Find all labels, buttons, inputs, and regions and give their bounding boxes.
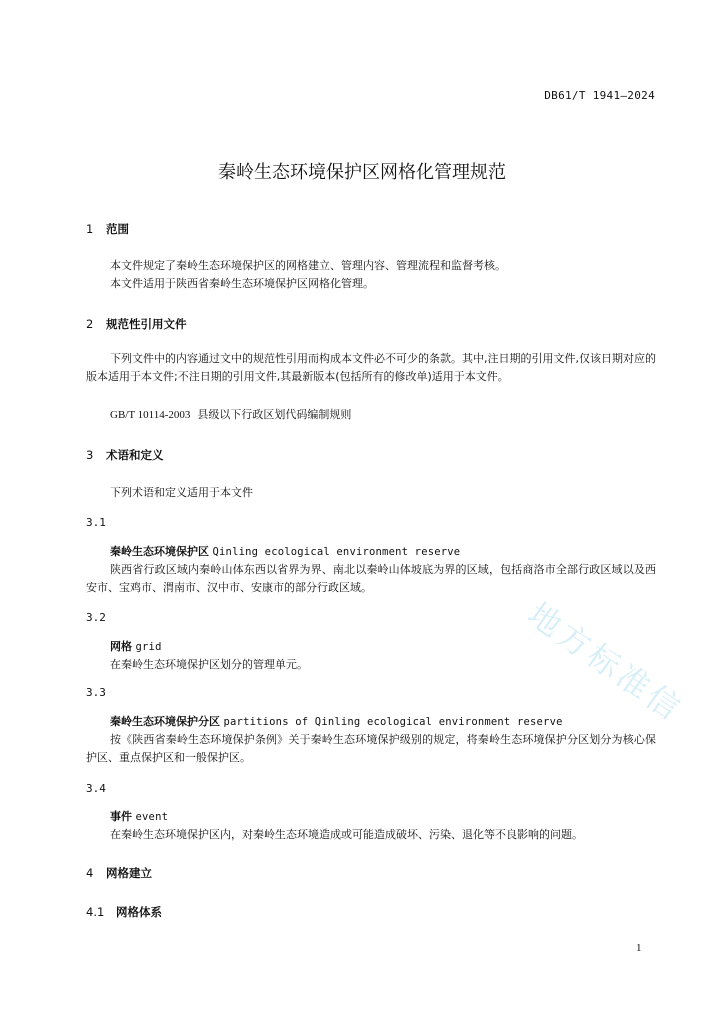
section-3-heading [86, 447, 164, 463]
reference-code: GB/T 10114-2003 [110, 409, 191, 421]
term-number: 3.2 [86, 611, 106, 624]
watermark: 地方标准信 [520, 594, 691, 730]
term-heading [110, 638, 162, 654]
section-1-heading [86, 221, 129, 237]
section-2-heading [86, 316, 187, 332]
standard-code: DB61/T 1941—2024 [544, 89, 655, 102]
term-chinese: 秦岭生态环境保护区 [110, 545, 209, 558]
term-heading [110, 713, 563, 729]
term-number: 3.1 [86, 516, 106, 529]
section-title: 网格建立 [106, 866, 152, 880]
term-definition: 陕西省行政区域内秦岭山体东西以省界为界、南北以秦岭山体坡底为界的区域，包括商洛市全部行政区域以及西安市、宝鸡市、渭南市、汉中市、安康市的部分行政区域。 [86, 563, 656, 594]
section-title: 术语和定义 [106, 448, 164, 462]
section-number: 4 [86, 866, 94, 880]
section-title: 范围 [106, 222, 129, 236]
term-heading [110, 808, 168, 824]
section-4-heading [86, 865, 152, 881]
term-number: 3.4 [86, 782, 106, 795]
term-number: 3.3 [86, 686, 106, 699]
paragraph: 本文件适用于陕西省秦岭生态环境保护区网格化管理。 [110, 277, 374, 290]
term-definition: 在秦岭生态环境保护区内，对秦岭生态环境造成或可能造成破坏、污染、退化等不良影响的问题。 [110, 828, 583, 841]
term-english: Qinling ecological environment reserve [212, 546, 461, 558]
term-heading [110, 543, 460, 559]
term-definition: 按《陕西省秦岭生态环境保护条例》关于秦岭生态环境保护级别的规定，将秦岭生态环境保护分区划分为核心保护区、重点保护区和一般保护区。 [86, 733, 656, 764]
document-title: 秦岭生态环境保护区网格化管理规范 [218, 162, 506, 183]
term-chinese: 网格 [110, 640, 132, 653]
term-english: event [135, 811, 169, 823]
page-number: 1 [636, 942, 642, 954]
subsection-number: 4.1 [86, 905, 105, 919]
normative-reference [110, 407, 351, 423]
paragraph: 本文件规定了秦岭生态环境保护区的网格建立、管理内容、管理流程和监督考核。 [110, 259, 506, 272]
term-english: partitions of Qinling ecological environment reserve [223, 716, 563, 728]
term-chinese: 秦岭生态环境保护分区 [110, 715, 220, 728]
subsection-4-1-heading [86, 904, 162, 920]
section-title: 规范性引用文件 [106, 317, 187, 331]
reference-title: 县级以下行政区划代码编制规则 [197, 408, 352, 421]
paragraph: 下列术语和定义适用于本文件 [110, 486, 253, 499]
section-number: 2 [86, 317, 94, 331]
term-chinese: 事件 [110, 810, 132, 823]
subsection-title: 网格体系 [116, 905, 162, 919]
paragraph: 下列文件中的内容通过文中的规范性引用而构成本文件必不可少的条款。其中,注日期的引用文件,仅该日期对应的版本适用于本文件;不注日期的引用文件,其最新版本(包括所有的修改单)适用于本文件。 [86, 352, 656, 383]
term-english: grid [135, 641, 162, 653]
section-number: 1 [86, 222, 94, 236]
section-number: 3 [86, 448, 94, 462]
term-definition: 在秦岭生态环境保护区划分的管理单元。 [110, 658, 308, 671]
